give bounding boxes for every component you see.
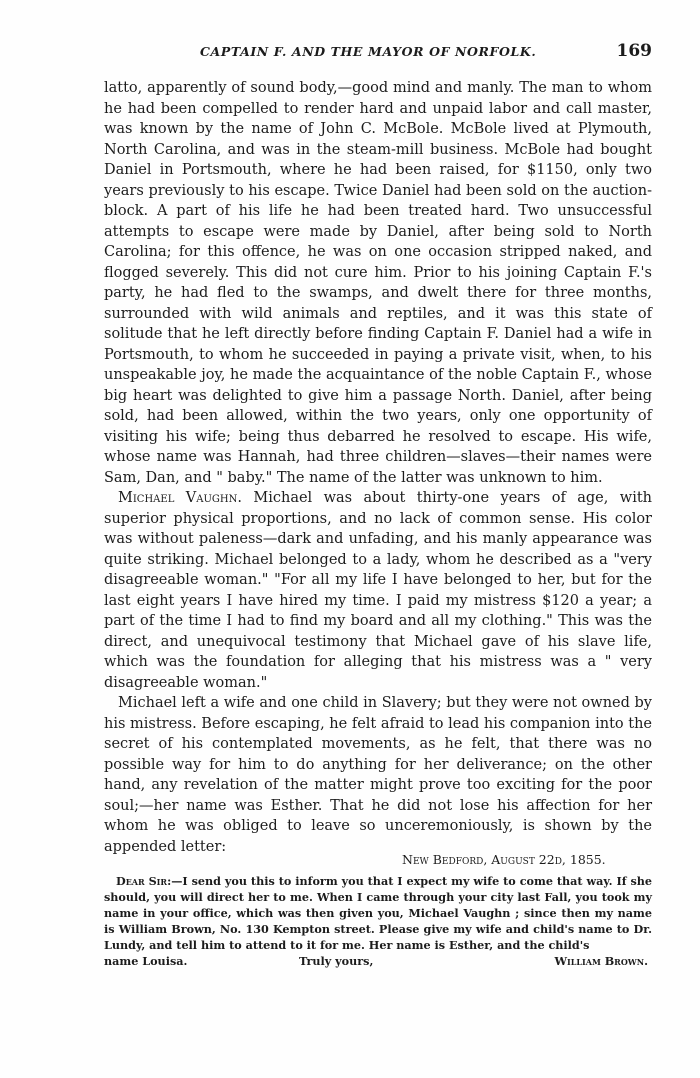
paragraph-michael-wife: Michael left a wife and one child in Slavery; but they were not owned by his mistress. Before escaping, he felt afraid to lead his companion into the secret of his contemplated movements, as he felt, that there was no possible way for him to do anything for her deliverance; on the other hand, any revelation of the matter might prove too exciting for the poor soul;—her name was Esther. That he did not lose his affection for her whom he was obliged to leave so unceremoniously, is shown by the appended letter: — [104, 695, 652, 855]
paragraph-michael-vaughn — [104, 488, 652, 693]
paragraph-daniel: latto, apparently of sound body,—good mind and manly. The man to whom he had been compelled to render hard and unpaid labor and call master, was known by the name of John C. McBole. McBole lived at Plymouth, North Carolina, and was in the steam-mill business. McBole had bought Daniel in Portsmouth, where he had been raised, for $1150, only two years previously to his escape. Twice Daniel had been sold on the auction-block. A part of his life he had been treated hard. Two unsuccessful attempts to escape were made by Daniel, after being sold to North Carolina; for this offence, he was on one occasion stripped naked, and flogged severely. This did not cure him. Prior to his joining Captain F.'s party, he had fled to the swamps, and dwelt there for three months, surrounded with wild animals and reptiles, and it was this state of solitude that he left directly before finding Captain F. Daniel had a wife in Portsmouth, to whom he succeeded in paying a private visit, when, to his unspeakable joy, he made the acquaintance of the noble Captain F., whose big heart was delighted to give him a passage North. Daniel, after being sold, had been allowed, within the two years, only one opportunity of visiting his wife; being thus debarred he resolved to escape. His wife, whose name was Hannah, had three children—slaves—their names were Sam, Dan, and " baby." The name of the latter was unknown to him. — [104, 80, 652, 486]
body-text — [104, 78, 652, 857]
letter-signature: William Brown. — [554, 954, 648, 968]
paragraph-text: Michael was about thirty-one years of age, with superior physical proportions, and no lack of common sense. His color was without paleness—dark and unfading, and his manly appearance was quite striking. Michael belonged to a lady, whom he described as a "very disagreeable woman." "For all my life I have belonged to her, but for the last eight years I have hired my time. I paid my mistress $120 a year; a part of the time I had to find my board and all my clothing." This was the direct, and unequivocal testimony that Michael gave of his slave life, which was the foundation for alleging that his mistress was a " very disagreeable woman." — [104, 490, 653, 691]
letter-footer — [104, 954, 652, 972]
section-name: Michael Vaughn. — [118, 490, 242, 506]
letter-text: :—I send you this to inform you that I expect my wife to come that way. If she should, you will direct her to me. When I came through your city last Fall, you took my name in your office, which was then given you, Michael Vaughn ; since then my name is William Brown, No. 130 Kempton street. Please give my wife and child's name to Dr. Lundy, and tell him to attend to it for me. Her name is Esther, and the child's — [104, 874, 653, 952]
letter-salutation: Dear Sir — [116, 874, 168, 888]
letter-body — [104, 873, 652, 953]
letter — [104, 873, 652, 953]
letter-closing: Truly yours, — [299, 954, 374, 968]
running-head: CAPTAIN F. AND THE MAYOR OF NORFOLK. — [200, 44, 537, 59]
page-number: 169 — [616, 41, 652, 61]
letter-last-line: name Louisa. — [104, 954, 188, 968]
letter-place-date: New Bedford, August 22d, 1855. — [402, 852, 606, 867]
page-header — [104, 38, 656, 66]
